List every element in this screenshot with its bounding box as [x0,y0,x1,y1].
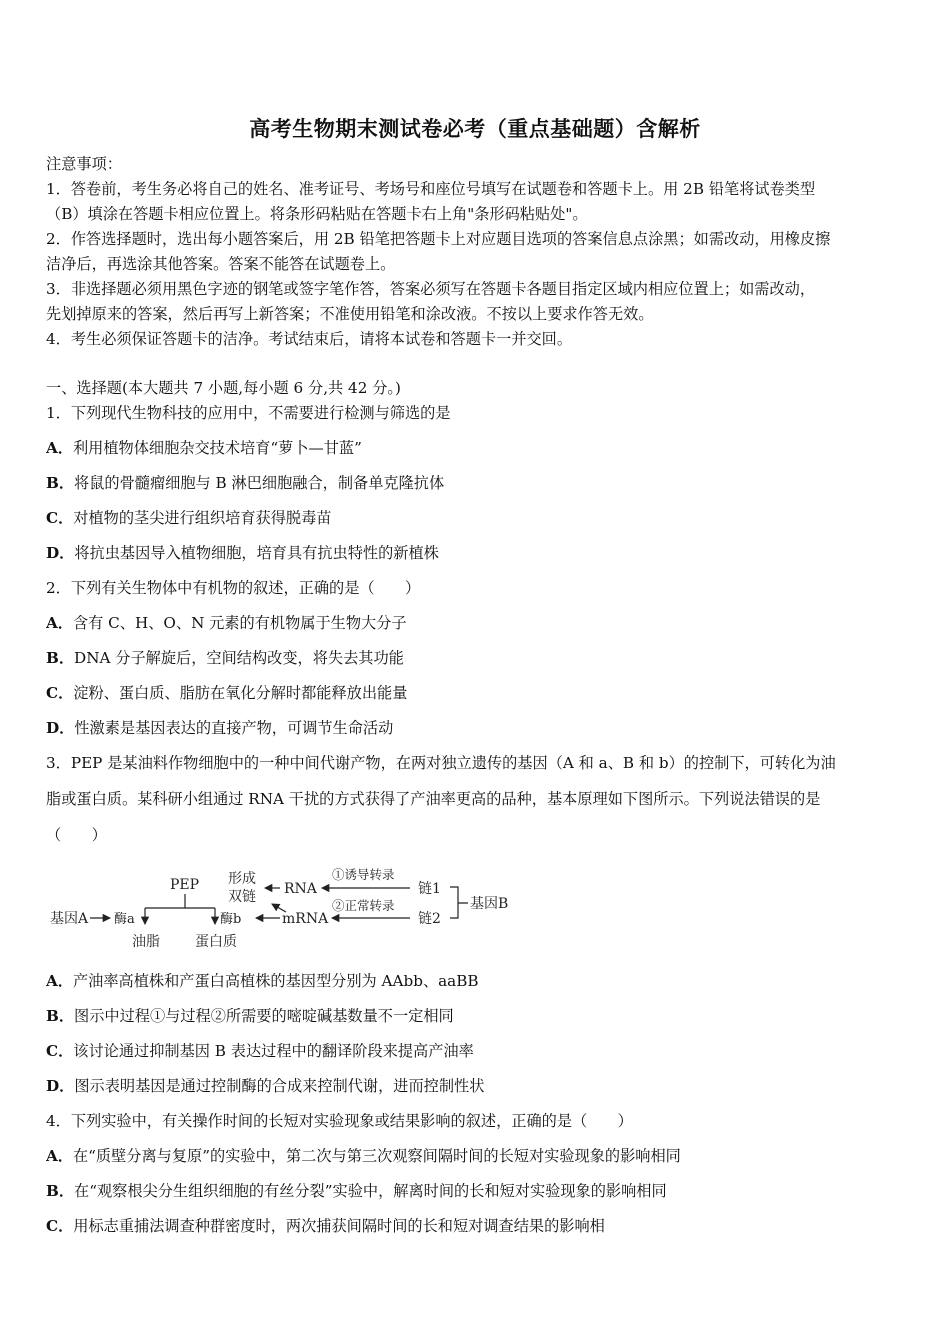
q1-option-a [46,438,906,458]
diagram-double-label-1: 形成 [228,871,256,887]
gene-expression-diagram [50,862,530,954]
diagram-pep-label: PEP [170,877,200,893]
option-key: D． [46,1077,75,1095]
notice-line-1: 1．答卷前，考生务必将自己的姓名、准考证号、考场号和座位号填写在试题卷和答题卡上。用 2B 铅笔将试卷类型 [46,180,816,198]
option-text: 该讨论通过抑制基因 B 表达过程中的翻译阶段来提高产油率 [73,1042,474,1060]
notice-heading: 注意事项： [46,155,122,173]
q4-stem: 4．下列实验中，有关操作时间的长短对实验现象或结果影响的叙述，正确的是（ ） [46,1112,633,1130]
diagram-mrna-label: mRNA [282,911,329,927]
q1-option-c [46,508,906,528]
q3-stem-line-2: 脂或蛋白质。某科研小组通过 RNA 干扰的方式获得了产油率更高的品种，基本原理如下图所示。下列说法错误的是 [46,790,821,808]
option-text: 图示中过程①与过程②所需要的嘧啶碱基数量不一定相同 [74,1007,454,1025]
q1-option-b [46,473,906,493]
diagram-enzyme-b-label: 酶b [220,912,242,927]
q3-option-b [46,1006,906,1026]
option-key: C． [46,1217,74,1235]
q2-option-c [46,683,906,703]
option-key: B． [46,649,75,667]
option-key: C． [46,509,74,527]
option-text: 将鼠的骨髓瘤细胞与 B 淋巴细胞融合，制备单克隆抗体 [74,474,445,492]
option-key: B． [46,1182,75,1200]
notice-line-4: 洁净后，再选涂其他答案。答案不能答在试题卷上。 [46,255,396,273]
q2-option-d [46,718,906,738]
q4-option-a [46,1146,906,1166]
diagram-protein-label: 蛋白质 [195,934,237,950]
option-key: D． [46,544,75,562]
q3-option-a [46,971,906,991]
q4-option-b [46,1181,906,1201]
diagram-oil-label: 油脂 [132,934,160,950]
q3-option-d [46,1076,906,1096]
option-key: C． [46,684,74,702]
gene-b-bracket [450,887,468,918]
option-text: 性激素是基因表达的直接产物，可调节生命活动 [74,719,394,737]
diagram-double-label-2: 双链 [228,889,256,905]
notice-line-2: （B）填涂在答题卡相应位置上。将条形码粘贴在答题卡右上角"条形码粘贴处"。 [46,205,588,223]
q3-option-c [46,1041,906,1061]
diagram-gene-b-label: 基因B [470,896,509,912]
option-key: A． [46,1147,73,1165]
option-text: 含有 C、H、O、N 元素的有机物属于生物大分子 [72,614,407,632]
notice-line-6: 先划掉原来的答案，然后再写上新答案；不准使用铅笔和涂改液。不按以上要求作答无效。 [46,305,654,323]
notice-line-7: 4．考生必须保证答题卡的洁净。考试结束后，请将本试卷和答题卡一并交回。 [46,330,573,348]
diagram-step1-label: ①诱导转录 [332,867,395,882]
q4-option-c [46,1216,906,1236]
option-text: 将抗虫基因导入植物细胞，培育具有抗虫特性的新植株 [74,544,439,562]
notice-line-3: 2．作答选择题时，选出每小题答案后，用 2B 铅笔把答题卡上对应题目选项的答案信息点涂黑；如需改动，用橡皮擦 [46,230,831,248]
q3-stem-line-1: 3．PEP 是某油料作物细胞中的一种中间代谢产物，在两对独立遗传的基因（A 和 a、B 和 b）的控制下，可转化为油 [46,754,836,772]
page-title: 高考生物期末测试卷必考（重点基础题）含解析 [249,116,701,141]
option-key: A． [46,439,73,457]
diagram-chain2-label: 链2 [418,911,441,927]
diagram-enzyme-a-label: 酶a [114,912,135,927]
option-key: A． [46,614,73,632]
q1-stem: 1．下列现代生物科技的应用中，不需要进行检测与筛选的是 [46,404,451,422]
option-text: 用标志重捕法调查种群密度时，两次捕获间隔时间的长和短对调查结果的影响相 [73,1217,605,1235]
option-text: 利用植物体细胞杂交技术培育“萝卜—甘蓝” [72,439,362,457]
q3-stem-line-3: （ ） [46,826,107,844]
option-key: A． [46,972,73,990]
option-key: C． [46,1042,74,1060]
q2-option-b [46,648,906,668]
diagram-rna-label: RNA [284,881,317,897]
option-text: 图示表明基因是通过控制酶的合成来控制代谢，进而控制性状 [74,1077,485,1095]
option-text: DNA 分子解旋后，空间结构改变，将失去其功能 [74,649,404,667]
section-heading: 一、选择题(本大题共 7 小题,每小题 6 分,共 42 分。) [46,379,401,397]
option-text: 在“观察根尖分生组织细胞的有丝分裂”实验中，解离时间的长和短对实验现象的影响相同 [74,1182,667,1200]
q2-stem: 2．下列有关生物体中有机物的叙述，正确的是（ ） [46,579,421,597]
option-key: B． [46,474,75,492]
option-key: D． [46,719,75,737]
option-text: 产油率高植株和产蛋白高植株的基因型分别为 AAbb、aaBB [72,972,479,990]
option-text: 在“质壁分离与复原”的实验中，第二次与第三次观察间隔时间的长短对实验现象的影响相同 [72,1147,681,1165]
option-text: 淀粉、蛋白质、脂肪在氧化分解时都能释放出能量 [73,684,408,702]
q2-option-a [46,613,906,633]
option-key: B． [46,1007,75,1025]
q1-option-d [46,543,906,563]
option-text: 对植物的茎尖进行组织培育获得脱毒苗 [73,509,332,527]
diagram-chain1-label: 链1 [418,881,441,897]
notice-line-5: 3．非选择题必须用黑色字迹的钢笔或签字笔作答，答案必须写在答题卡各题目指定区域内相应位置上；如需改动， [46,280,816,298]
diagram-gene-a-label: 基因A [50,911,89,927]
diagram-step2-label: ②正常转录 [332,898,395,913]
